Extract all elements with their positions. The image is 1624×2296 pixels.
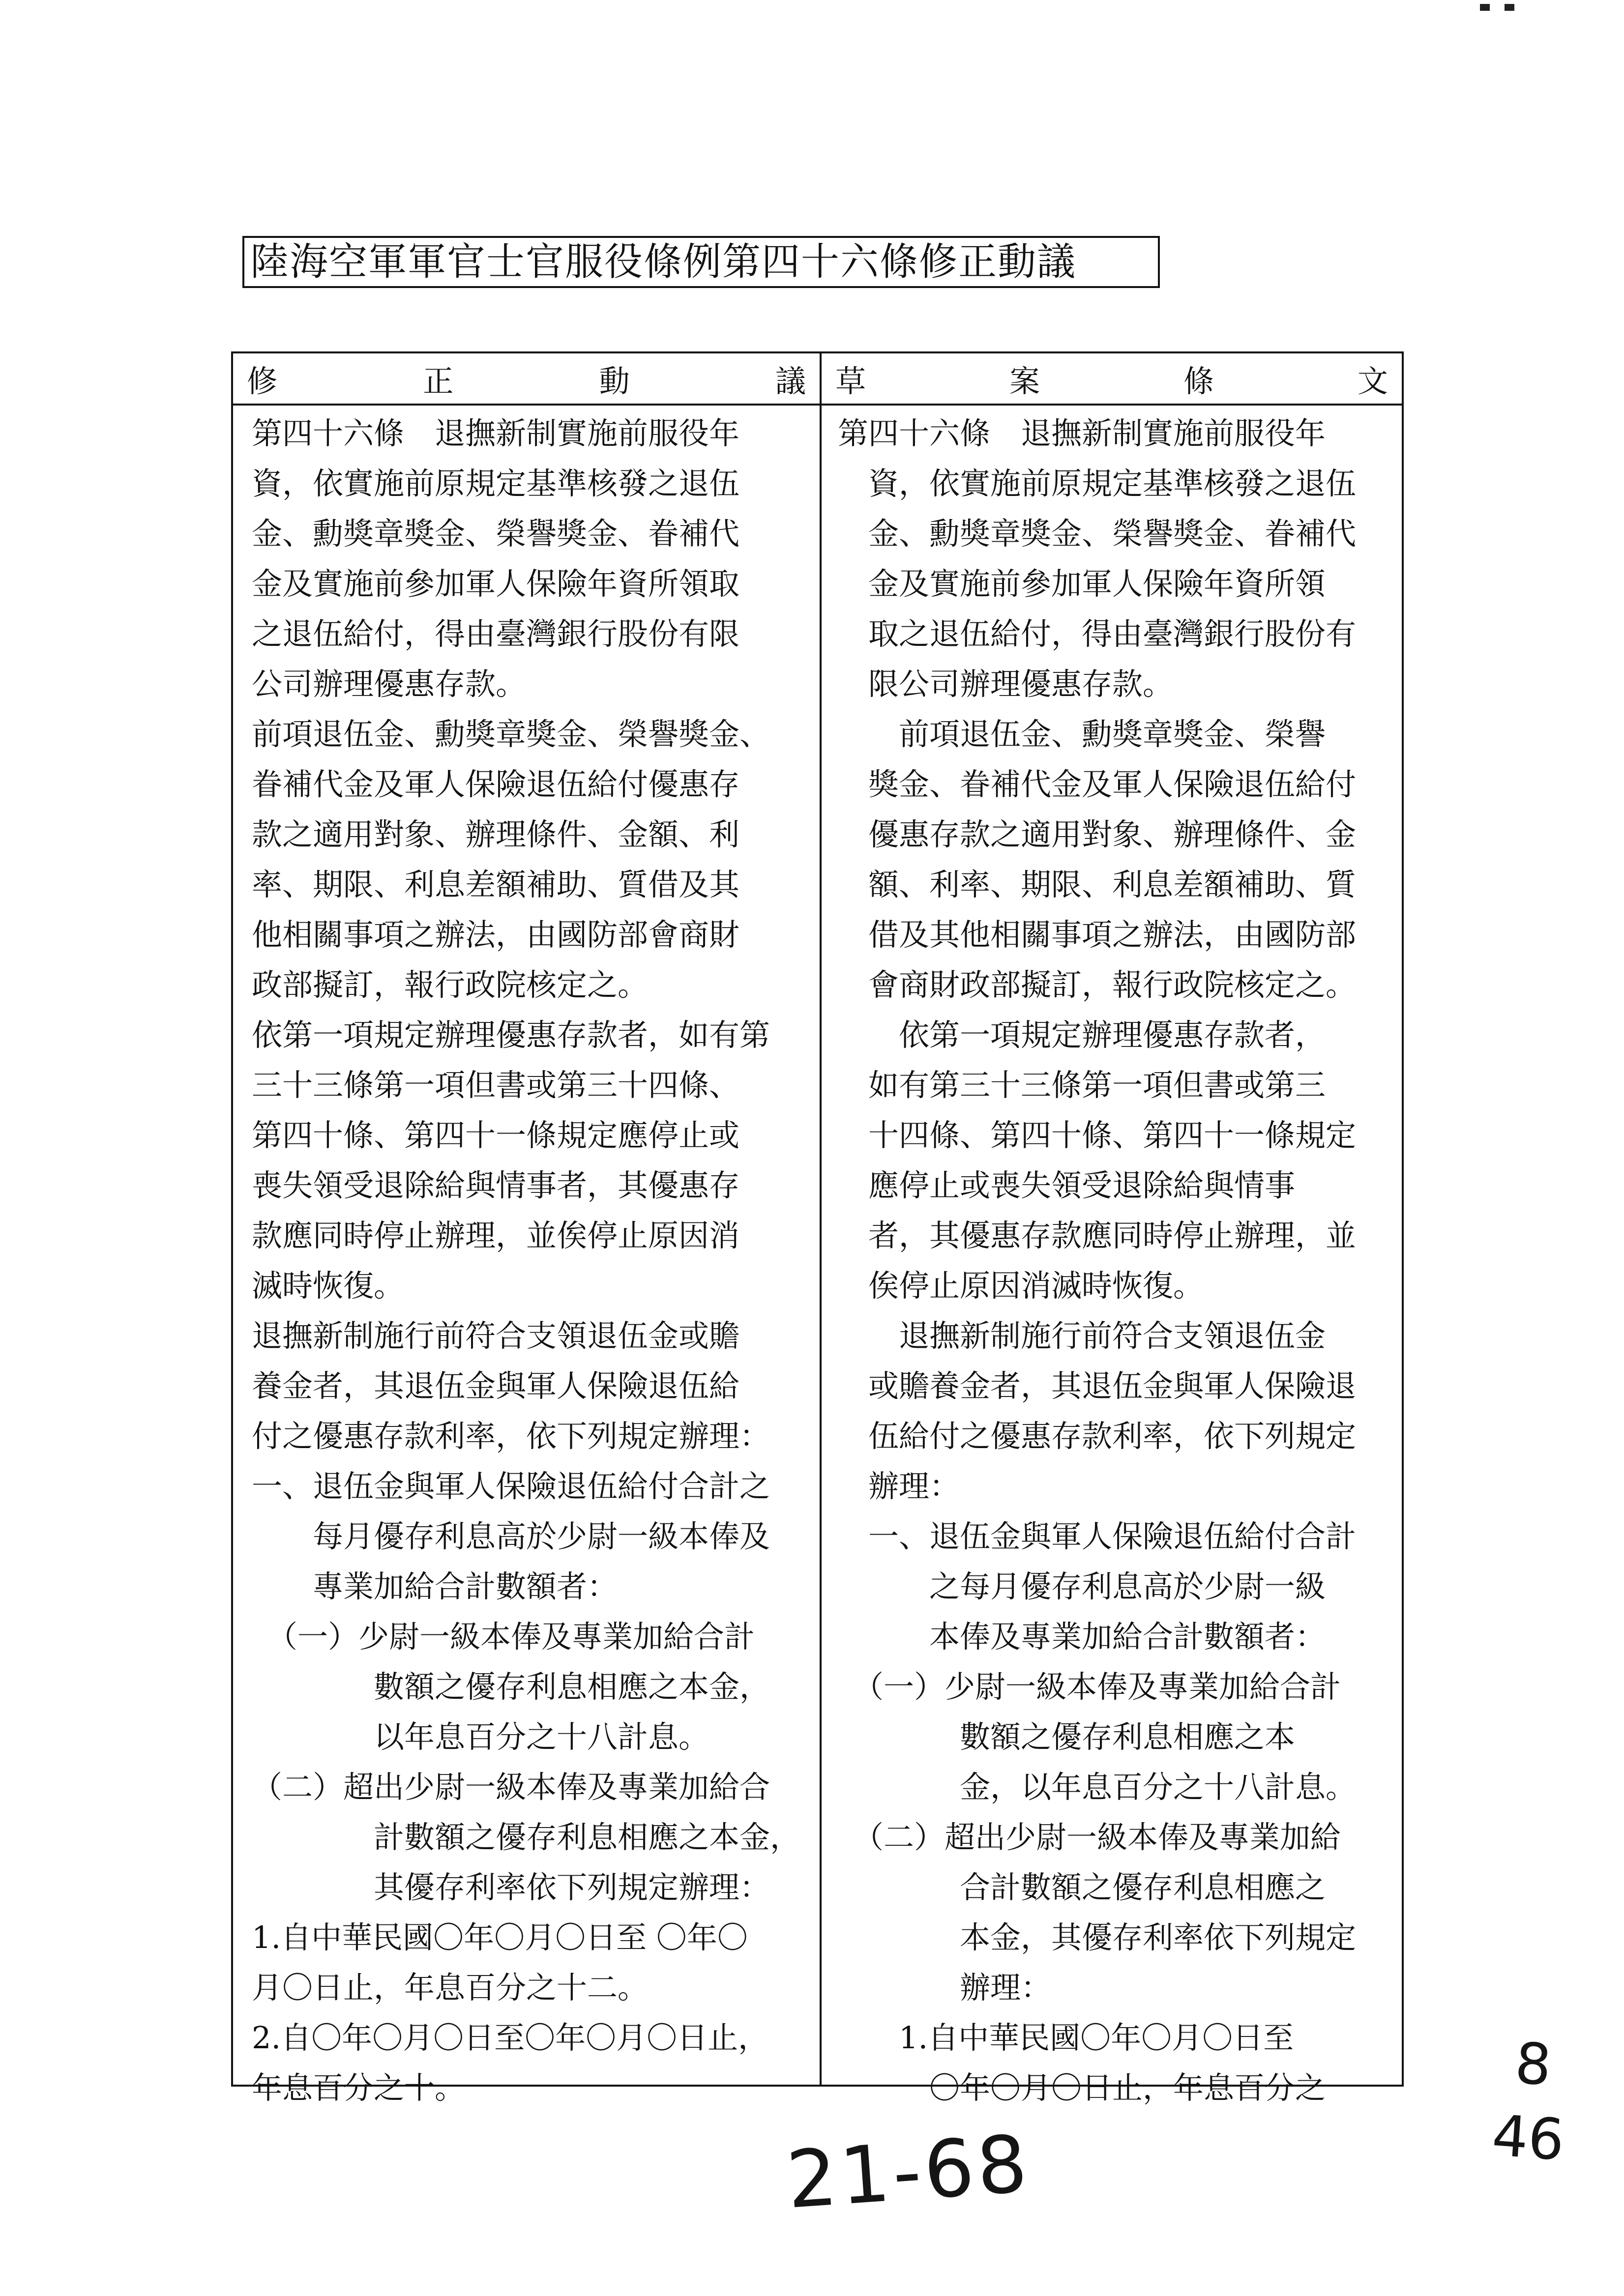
text-line: 辦理： <box>838 1970 1052 2005</box>
text-line: 月〇日止，年息百分之十二。 <box>252 1970 649 2005</box>
text-line: 應停止或喪失領受退除給與情事 <box>838 1167 1296 1203</box>
text-line: 2.自〇年〇月〇日至〇年〇月〇日止， <box>252 2020 769 2056</box>
text-line: 第四十六條 退撫新制實施前服役年 <box>252 415 740 451</box>
text-line: 率、期限、利息差額補助、質借及其 <box>252 867 740 902</box>
text-line: （二）超出少尉一級本俸及專業加給 <box>838 1819 1341 1855</box>
text-line: 款之適用對象、辦理條件、金額、利 <box>252 816 740 852</box>
handwritten-side-top: 8 <box>1513 2030 1554 2099</box>
text-line: 滅時恢復。 <box>252 1268 405 1304</box>
text-line: 或贍養金者，其退伍金與軍人保險退 <box>838 1368 1357 1404</box>
text-line: 一、退伍金與軍人保險退伍給付合計 <box>838 1518 1357 1554</box>
text-line: 十四條、第四十條、第四十一條規定 <box>838 1117 1357 1153</box>
text-line: 他相關事項之辦法，由國防部會商財 <box>252 917 740 953</box>
text-line: （二）超出少尉一級本俸及專業加給合 <box>252 1769 770 1805</box>
header-char: 正 <box>423 363 454 399</box>
header-char: 文 <box>1357 363 1388 399</box>
text-line: 1.自中華民國〇年〇月〇日至 <box>838 2020 1294 2056</box>
text-line: 金、勳獎章獎金、榮譽獎金、眷補代 <box>838 516 1357 552</box>
text-line: 第四十六條 退撫新制實施前服役年 <box>838 415 1326 451</box>
text-line: 喪失領受退除給與情事者，其優惠存 <box>252 1167 740 1203</box>
text-line: 每月優存利息高於少尉一級本俸及 <box>252 1518 770 1554</box>
document-title: 陸海空軍軍官士官服役條例第四十六條修正動議 <box>242 236 1160 288</box>
text-line: 依第一項規定辦理優惠存款者，如有第 <box>252 1017 770 1053</box>
text-line: 養金者，其退伍金與軍人保險退伍給 <box>252 1368 740 1404</box>
text-line: 計數額之優存利息相應之本金， <box>252 1819 801 1855</box>
header-char: 動 <box>599 363 630 399</box>
text-line: 款應同時停止辦理，並俟停止原因消 <box>252 1218 740 1253</box>
text-line: 資，依實施前原規定基準核發之退伍 <box>252 465 740 501</box>
handwritten-page-code: 21-68 <box>784 2117 1033 2227</box>
text-line: 第四十條、第四十一條規定應停止或 <box>252 1117 740 1153</box>
text-line: 前項退伍金、勳獎章獎金、榮譽獎金、 <box>252 716 770 752</box>
text-line: 之每月優存利息高於少尉一級 <box>838 1569 1326 1604</box>
text-line: 資，依實施前原規定基準核發之退伍 <box>838 465 1357 501</box>
text-line: 三十三條第一項但書或第三十四條、 <box>252 1067 740 1103</box>
text-line: 辦理： <box>838 1468 960 1504</box>
text-line: 獎金、眷補代金及軍人保險退伍給付 <box>838 766 1357 802</box>
text-line: 其優存利率依下列規定辦理： <box>252 1869 770 1905</box>
text-line: 會商財政部擬訂，報行政院核定之。 <box>838 967 1357 1003</box>
text-line: 數額之優存利息相應之本金， <box>252 1669 770 1705</box>
text-line: 俟停止原因消滅時恢復。 <box>838 1268 1204 1304</box>
text-line: 之退伍給付，得由臺灣銀行股份有限 <box>252 616 740 652</box>
text-line: 前項退伍金、勳獎章獎金、榮譽 <box>838 716 1326 752</box>
text-line: 付之優惠存款利率，依下列規定辦理： <box>252 1418 770 1454</box>
header-char: 案 <box>1009 363 1040 399</box>
left-column-header <box>233 353 820 404</box>
text-line: 本俸及專業加給合計數額者： <box>838 1619 1326 1655</box>
text-line: 者，其優惠存款應同時停止辦理，並 <box>838 1218 1357 1253</box>
draft-article-text <box>838 408 1396 2113</box>
text-line: 退撫新制施行前符合支領退伍金 <box>838 1318 1326 1354</box>
header-char: 修 <box>247 363 278 399</box>
text-line: 限公司辦理優惠存款。 <box>838 666 1174 702</box>
text-line: 一、退伍金與軍人保險退伍給付合計之 <box>252 1468 770 1504</box>
text-line: 借及其他相關事項之辦法，由國防部 <box>838 917 1357 953</box>
text-line: 1.自中華民國〇年〇月〇日至 〇年〇 <box>252 1919 748 1955</box>
text-line: 優惠存款之適用對象、辦理條件、金 <box>838 816 1357 852</box>
text-line: 依第一項規定辦理優惠存款者， <box>838 1017 1326 1053</box>
text-line: 年息百分之十。 <box>252 2070 466 2106</box>
text-line: 取之退伍給付，得由臺灣銀行股份有 <box>838 616 1357 652</box>
header-char: 條 <box>1183 363 1214 399</box>
text-line: 合計數額之優存利息相應之 <box>838 1869 1326 1905</box>
comparison-table <box>231 351 1404 2106</box>
handwritten-side-note <box>1490 2025 1572 2177</box>
right-column-header <box>822 353 1402 404</box>
text-line: 伍給付之優惠存款利率，依下列規定 <box>838 1418 1357 1454</box>
handwritten-side-bottom: 46 <box>1490 2102 1566 2174</box>
scan-mark <box>1505 4 1514 11</box>
header-char: 草 <box>835 363 866 399</box>
header-divider <box>233 404 1402 406</box>
text-line: 如有第三十三條第一項但書或第三 <box>838 1067 1326 1103</box>
text-line: 公司辦理優惠存款。 <box>252 666 527 702</box>
text-line: 眷補代金及軍人保險退伍給付優惠存 <box>252 766 740 802</box>
text-line: （一）少尉一級本俸及專業加給合計 <box>252 1619 755 1655</box>
text-line: （一）少尉一級本俸及專業加給合計 <box>838 1669 1341 1705</box>
text-line: 金及實施前參加軍人保險年資所領取 <box>252 566 740 602</box>
text-line: 本金，其優存利率依下列規定 <box>838 1919 1357 1955</box>
column-divider <box>820 353 822 2085</box>
text-line: 金，以年息百分之十八計息。 <box>838 1769 1357 1805</box>
header-char: 議 <box>775 363 806 399</box>
text-line: 以年息百分之十八計息。 <box>252 1719 709 1755</box>
text-line: 退撫新制施行前符合支領退伍金或贍 <box>252 1318 740 1354</box>
scan-mark <box>1480 4 1490 11</box>
amendment-motion-text <box>252 408 812 2113</box>
text-line: 額、利率、期限、利息差額補助、質 <box>838 867 1357 902</box>
text-line: 金及實施前參加軍人保險年資所領 <box>838 566 1326 602</box>
text-line: 〇年〇月〇日止，年息百分之 <box>838 2070 1326 2106</box>
text-line: 政部擬訂，報行政院核定之。 <box>252 967 649 1003</box>
text-line: 金、勳獎章獎金、榮譽獎金、眷補代 <box>252 516 740 552</box>
text-line: 數額之優存利息相應之本 <box>838 1719 1296 1755</box>
text-line: 專業加給合計數額者： <box>252 1569 618 1604</box>
